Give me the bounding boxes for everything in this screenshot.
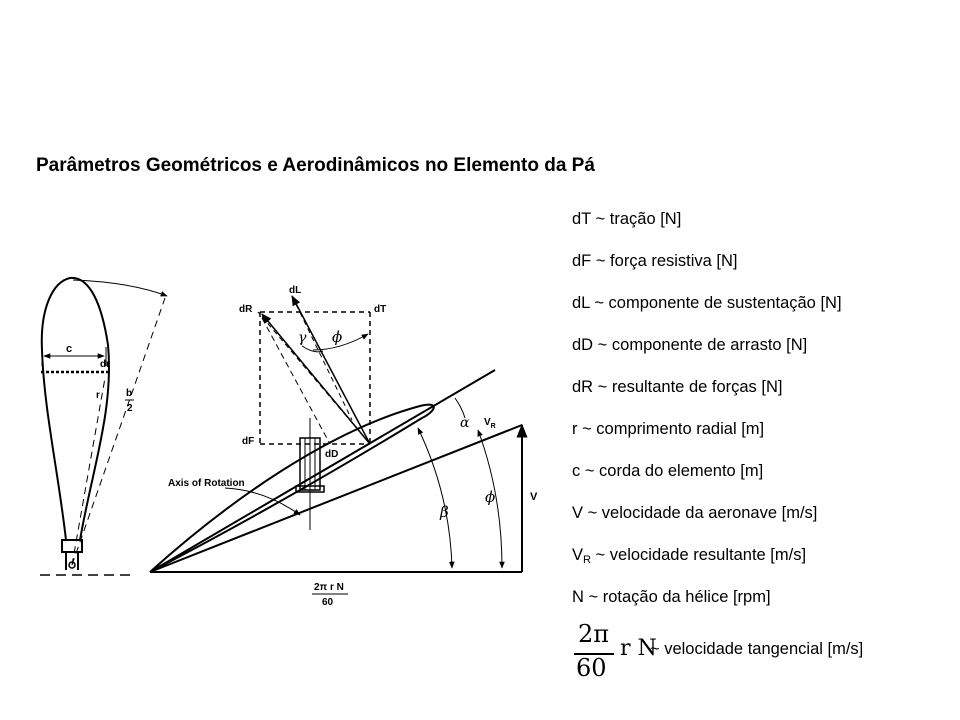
half-span-line [72,298,165,565]
dD-dashed [262,318,330,444]
formula-numerator: 2π [578,620,610,648]
legend-item-dD: dD ~ componente de arrasto [N] [572,336,808,354]
b-label: b [126,388,133,399]
legend-item-dL: dL ~ componente de sustentação [N] [572,294,842,312]
legend-item-dR: dR ~ resultante de forças [N] [572,378,783,396]
beta-arc [418,428,452,568]
resultant-velocity-line [150,425,522,572]
blade-planform [40,278,167,575]
formula-description: ~ velocidade tangencial [m/s] [650,640,864,658]
gamma-label: γ [298,330,307,346]
zero-lift-line [150,370,495,572]
formula-rn: r N [620,636,657,661]
dr-label: dr [100,359,110,370]
formula-denominator: 60 [576,654,607,682]
phi2-label: ϕ [485,488,496,506]
span-arc [73,280,167,296]
dL-label: dL [289,285,302,296]
tangential-numerator: 2π r N [314,582,344,593]
v-label: V [530,491,538,503]
beta-label: β [440,503,449,521]
legend-item-dF: dF ~ força resistiva [N] [572,252,738,270]
dL-vector [292,296,370,444]
legend-item-r: r ~ comprimento radial [m] [572,420,765,438]
legend-item-n: N ~ rotação da hélice [rpm] [572,588,771,606]
r-label: r [96,390,100,401]
alpha-label: α [460,415,470,431]
page-title: Parâmetros Geométricos e Aerodinâmicos no Elemento da Pá [36,155,595,176]
dF-label: dF [242,436,255,447]
radius-line [72,378,105,565]
axis-of-rotation-label: Axis of Rotation [168,478,245,489]
airfoil-section [150,285,538,608]
blade-hub [62,540,82,552]
tangential-denominator: 60 [322,597,334,608]
dT-label: dT [374,304,387,315]
legend-item-vr: $V_R$ ~ velocidade resultante [m/s] [572,546,807,566]
dR-vector [262,314,370,444]
legend-item-v: V ~ velocidade da aeronave [m/s] [572,504,818,522]
legend-item-dT: dT ~ tração [N] [572,210,682,228]
tangential-velocity-formula [572,620,657,682]
dD-label: dD [325,449,339,460]
blade-outline [42,278,109,540]
dL-dashed [292,296,352,420]
dD-vector [258,312,370,444]
dR-label: dR [239,304,253,315]
vr-label: $V_R$ [484,417,496,430]
chord-label: c [66,343,73,355]
legend-item-c: c ~ corda do elemento [m] [572,462,764,480]
two-label: 2 [127,403,133,414]
phi-label: ϕ [332,328,343,346]
